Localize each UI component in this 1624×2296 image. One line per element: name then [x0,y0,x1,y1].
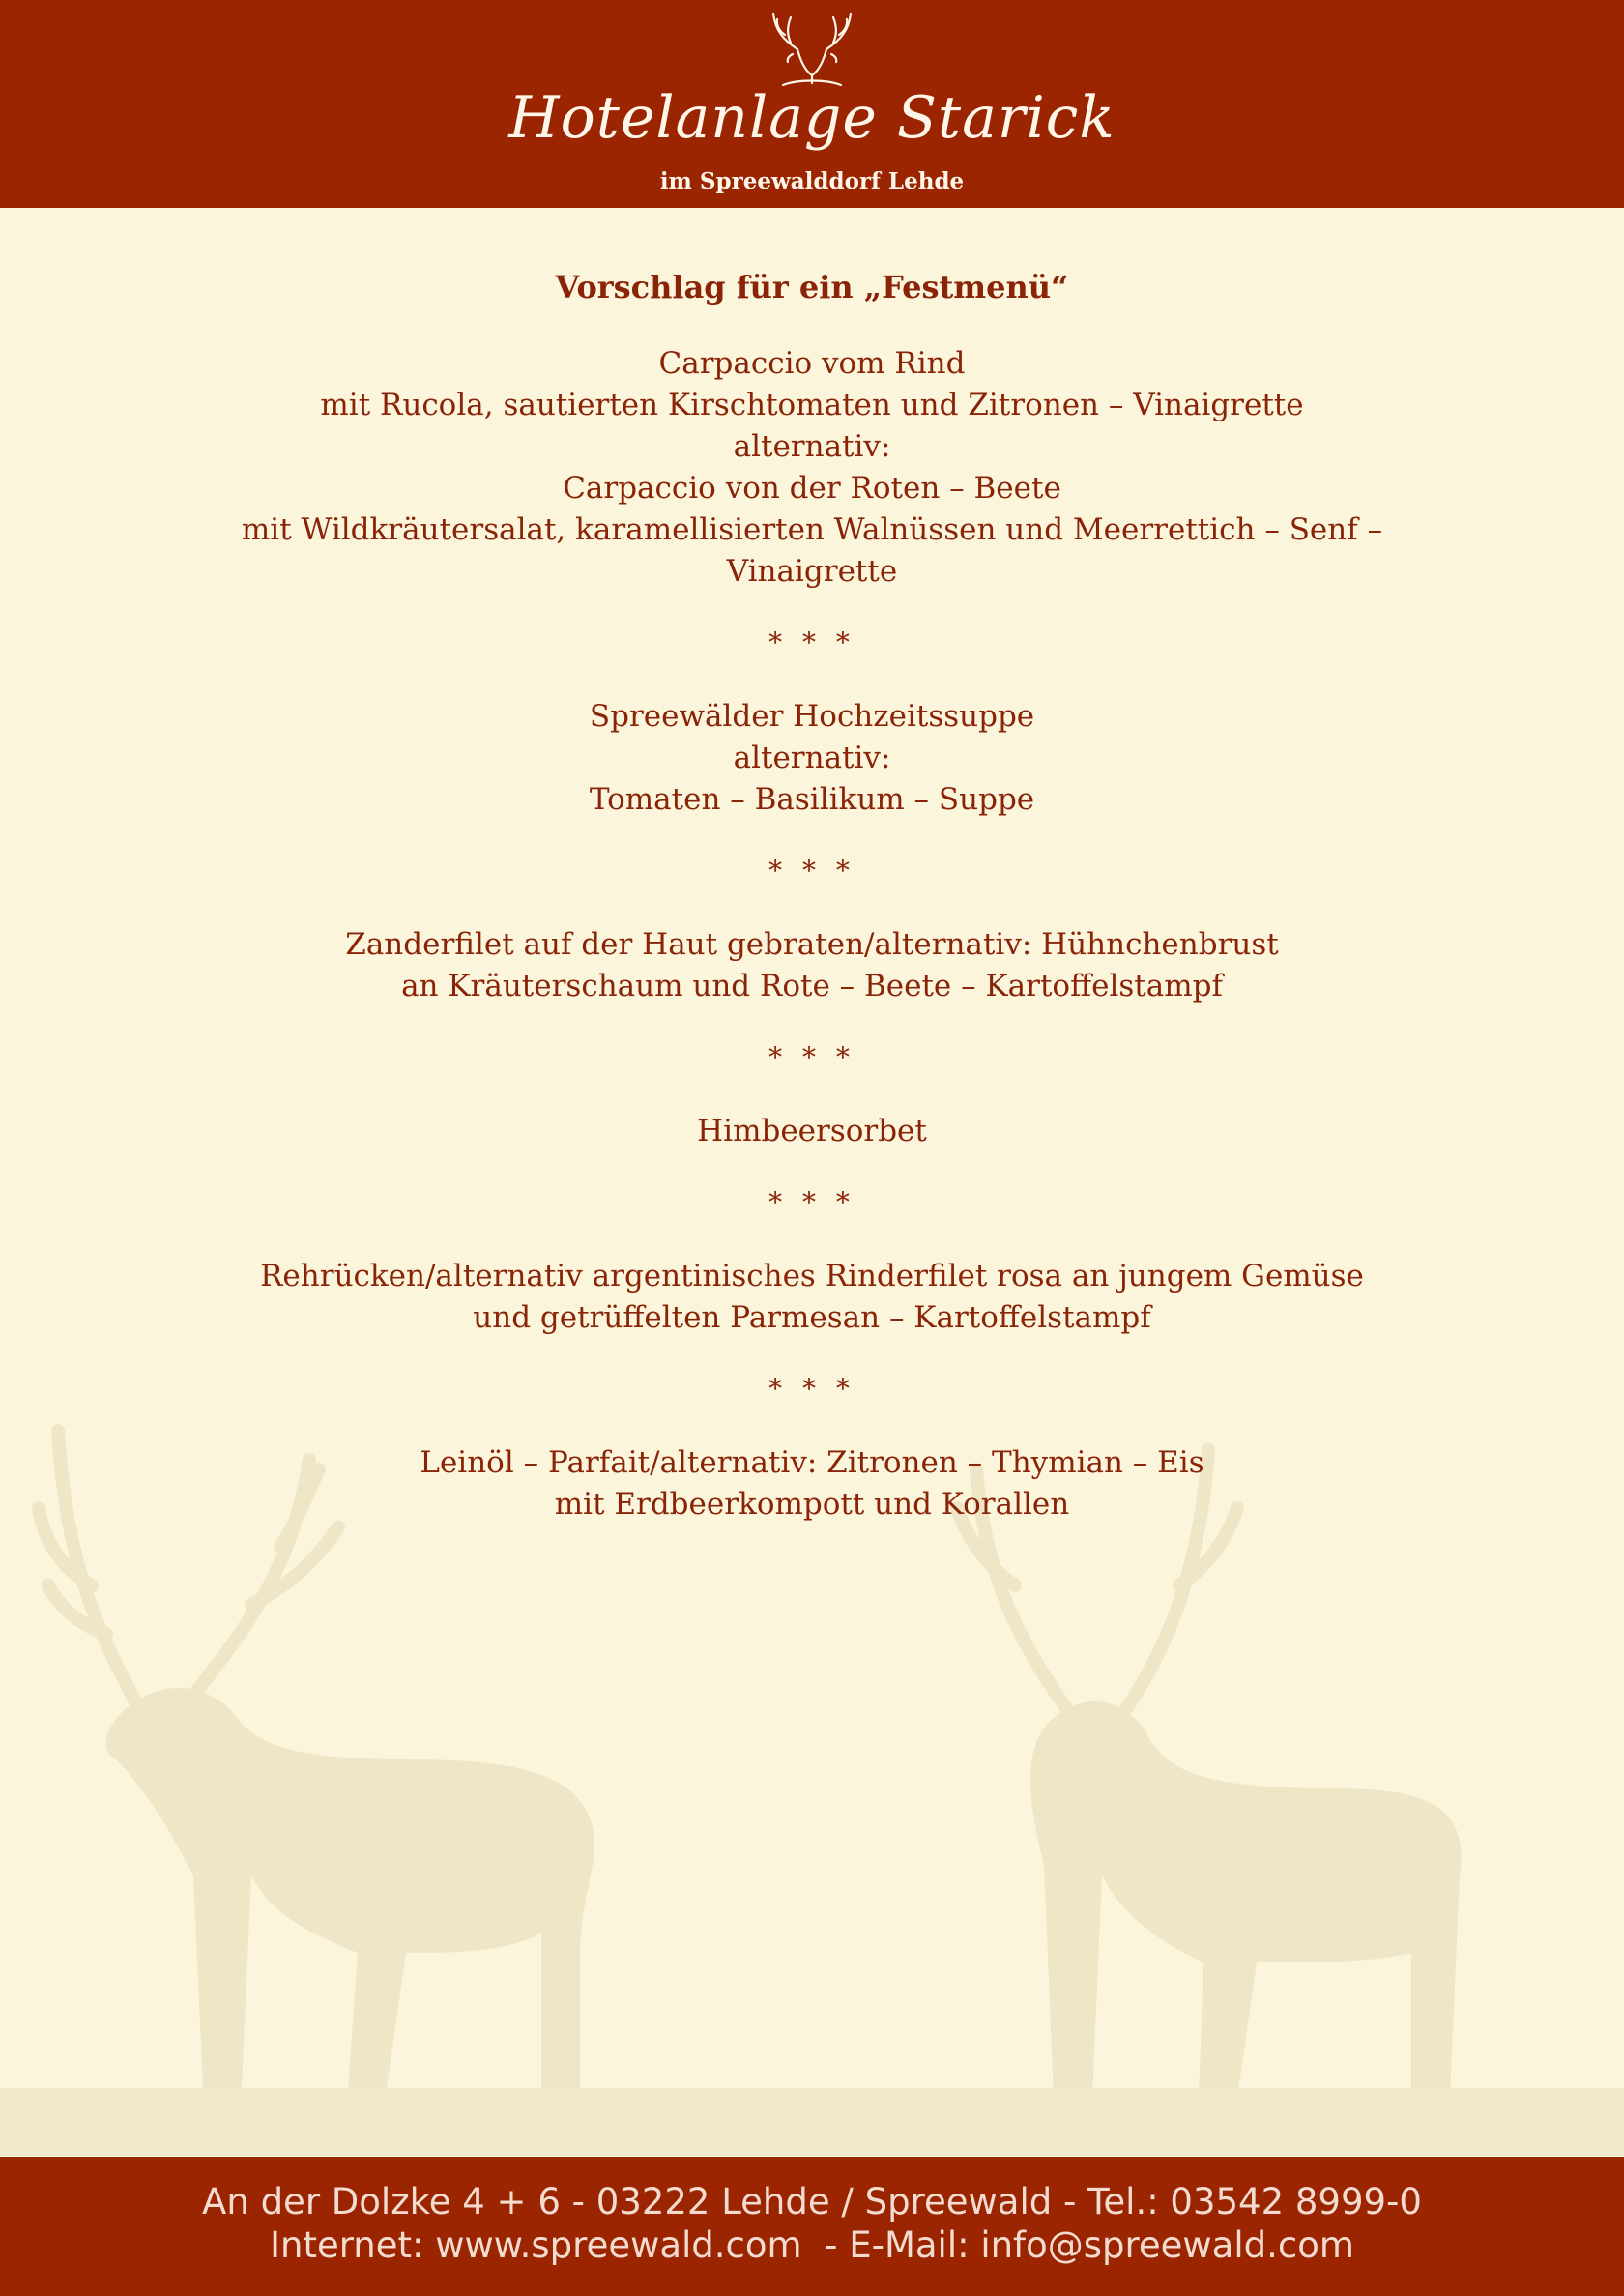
page-header [0,0,1624,208]
brand-name: Hotelanlage Starick [508,84,1116,152]
menu-line: Himbeersorbet [697,1114,927,1148]
course-soup [0,696,1624,821]
menu [0,267,1624,1526]
menu-title: Vorschlag für ein „Festmenü“ [555,269,1069,305]
course-separator: * * * [768,855,856,886]
menu-line: mit Rucola, sautierten Kirschtomaten und Zitronen – Vinaigrette [320,388,1304,422]
footer-address: An der Dolzke 4 + 6 - 03222 Lehde / Spreewald - Tel.: 03542 8999-0 [202,2181,1422,2223]
page-footer [0,2157,1624,2296]
menu-line: mit Wildkräutersalat, karamellisierten Walnüssen und Meerrettich – Senf – [241,512,1383,547]
menu-line: Carpaccio vom Rind [658,346,966,381]
brand-subtitle: im Spreewalddorf Lehde [659,168,965,194]
course-main [0,1256,1624,1339]
menu-line: alternativ: [733,741,891,775]
menu-line: an Kräuterschaum und Rote – Beete – Kartoffelstampf [401,969,1223,1003]
menu-line: Leinöl – Parfait/alternativ: Zitronen – Thymian – Eis [420,1445,1204,1480]
menu-line: mit Erdbeerkompott und Korallen [554,1487,1070,1522]
menu-line: Vinaigrette [726,554,898,589]
course-separator: * * * [768,1186,856,1218]
menu-line: Zanderfilet auf der Haut gebraten/alternativ: Hühnchenbrust [345,927,1279,962]
menu-line: Tomaten – Basilikum – Suppe [589,782,1035,817]
course-starter [0,343,1624,593]
course-fish [0,924,1624,1007]
course-separator: * * * [768,626,856,658]
course-dessert [0,1442,1624,1526]
course-sorbet [0,1111,1624,1152]
footer-contact: Internet: www.spreewald.com - E-Mail: info@spreewald.com [270,2224,1354,2266]
course-separator: * * * [768,1041,856,1073]
menu-line: Carpaccio von der Roten – Beete [563,471,1061,506]
menu-line: Spreewälder Hochzeitssuppe [589,699,1035,734]
menu-line: und getrüffelten Parmesan – Kartoffelstampf [473,1300,1151,1335]
course-separator: * * * [768,1373,856,1405]
menu-line: Rehrücken/alternativ argentinisches Rinderfilet rosa an jungem Gemüse [260,1259,1364,1293]
menu-line: alternativ: [733,429,891,464]
